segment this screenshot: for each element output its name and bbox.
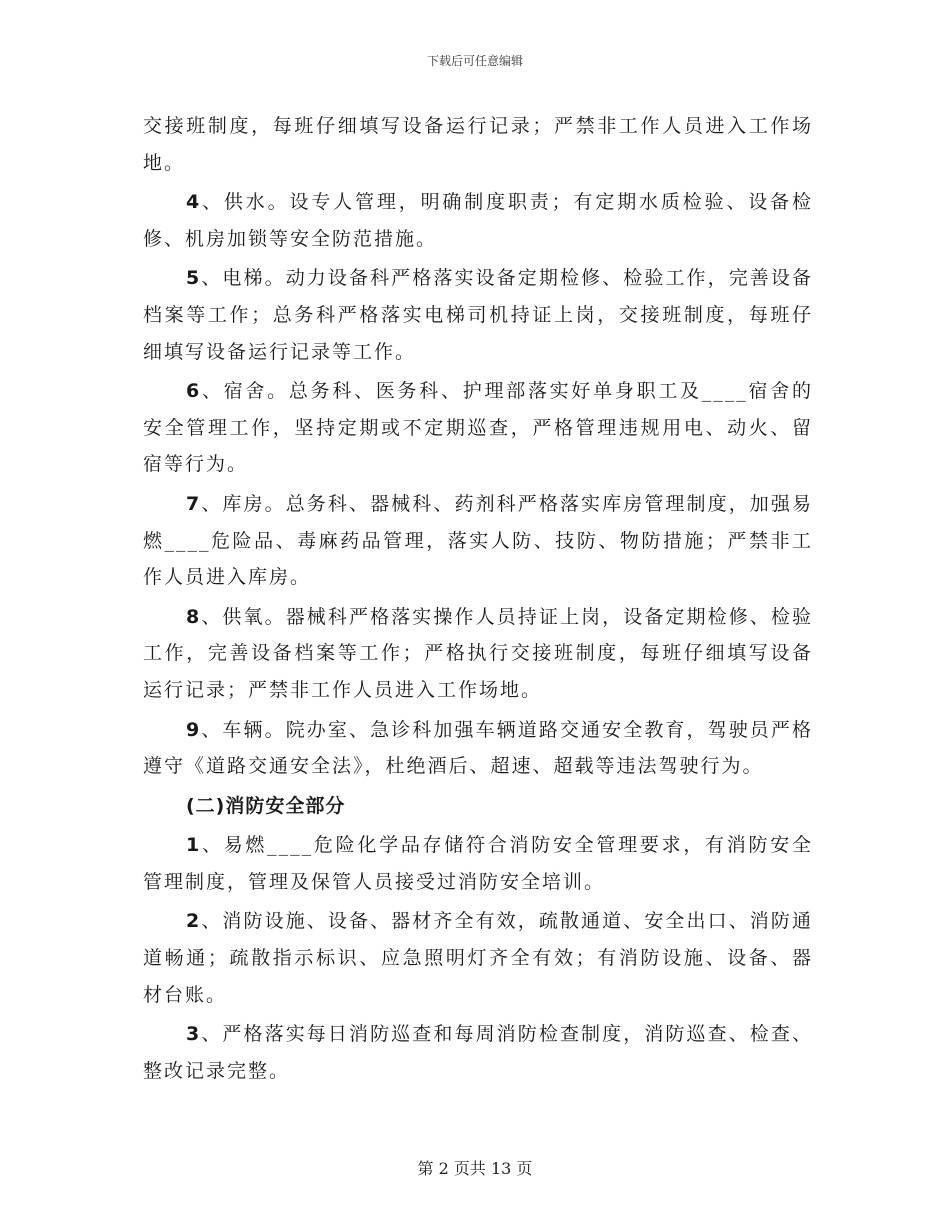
section-heading: (二)消防安全部分	[186, 794, 346, 817]
list-item	[143, 827, 813, 900]
list-item	[143, 712, 813, 785]
item-number: 7	[186, 492, 202, 515]
item-number: 5	[186, 267, 202, 290]
item-text: 、库房。总务科、器械科、药剂科严格落实库房管理制度，加强易燃____危险品、毒麻药品管理，落实人防、技防、物防措施；严禁非工作人员进入库房。	[143, 492, 813, 589]
item-text: 、严格落实每日消防巡查和每周消防检查制度，消防巡查、检查、整改记录完整。	[143, 1023, 813, 1082]
item-number: 9	[186, 718, 202, 741]
item-text: 、车辆。院办室、急诊科加强车辆道路交通安全教育，驾驶员严格遵守《道路交通安全法》，杜绝酒后、超速、超载等违法驾驶行为。	[143, 718, 813, 778]
paragraph-text: 交接班制度，每班仔细填写设备运行记录；严禁非工作人员进入工作场地。	[143, 115, 813, 174]
item-text: 、消防设施、设备、器材齐全有效，疏散通道、安全出口、消防通道畅通；疏散指示标识、应急照明灯齐全有效；有消防设施、设备、器材台账。	[143, 910, 813, 1006]
item-text: 、供氧。器械科严格落实操作人员持证上岗，设备定期检修、检验工作，完善设备档案等工作；严格执行交接班制度，每班仔细填写设备运行记录；严禁非工作人员进入工作场地。	[143, 605, 813, 701]
list-item	[143, 486, 813, 596]
paragraph-continuation	[143, 108, 813, 181]
list-item	[143, 184, 813, 257]
document-body	[143, 108, 813, 1092]
item-number: 6	[186, 380, 202, 403]
item-text: 、易燃____危险化学品存储符合消防安全管理要求，有消防安全管理制度，管理及保管人员接受过消防安全培训。	[143, 834, 813, 893]
item-number: 3	[186, 1023, 202, 1046]
item-number: 8	[186, 605, 202, 628]
list-item	[143, 260, 813, 370]
item-text: 、宿舍。总务科、医务科、护理部落实好单身职工及____宿舍的安全管理工作，坚持定期或不定期巡查，严格管理违规用电、动火、留宿等行为。	[143, 380, 813, 476]
item-number: 1	[186, 834, 202, 857]
list-item	[143, 373, 813, 483]
item-number: 2	[186, 910, 202, 933]
item-text: 、供水。设专人管理，明确制度职责；有定期水质检验、设备检修、机房加锁等安全防范措施。	[143, 191, 813, 250]
page-footer: 第 2 页共 13 页	[417, 1159, 533, 1178]
item-number: 4	[186, 191, 202, 214]
list-item	[143, 599, 813, 709]
page-header: 下载后可任意编辑	[426, 54, 523, 68]
item-text: 、电梯。动力设备科严格落实设备定期检修、检验工作，完善设备档案等工作；总务科严格落实电梯司机持证上岗，交接班制度，每班仔细填写设备运行记录等工作。	[143, 267, 813, 363]
list-item	[143, 1016, 813, 1089]
list-item	[143, 903, 813, 1013]
